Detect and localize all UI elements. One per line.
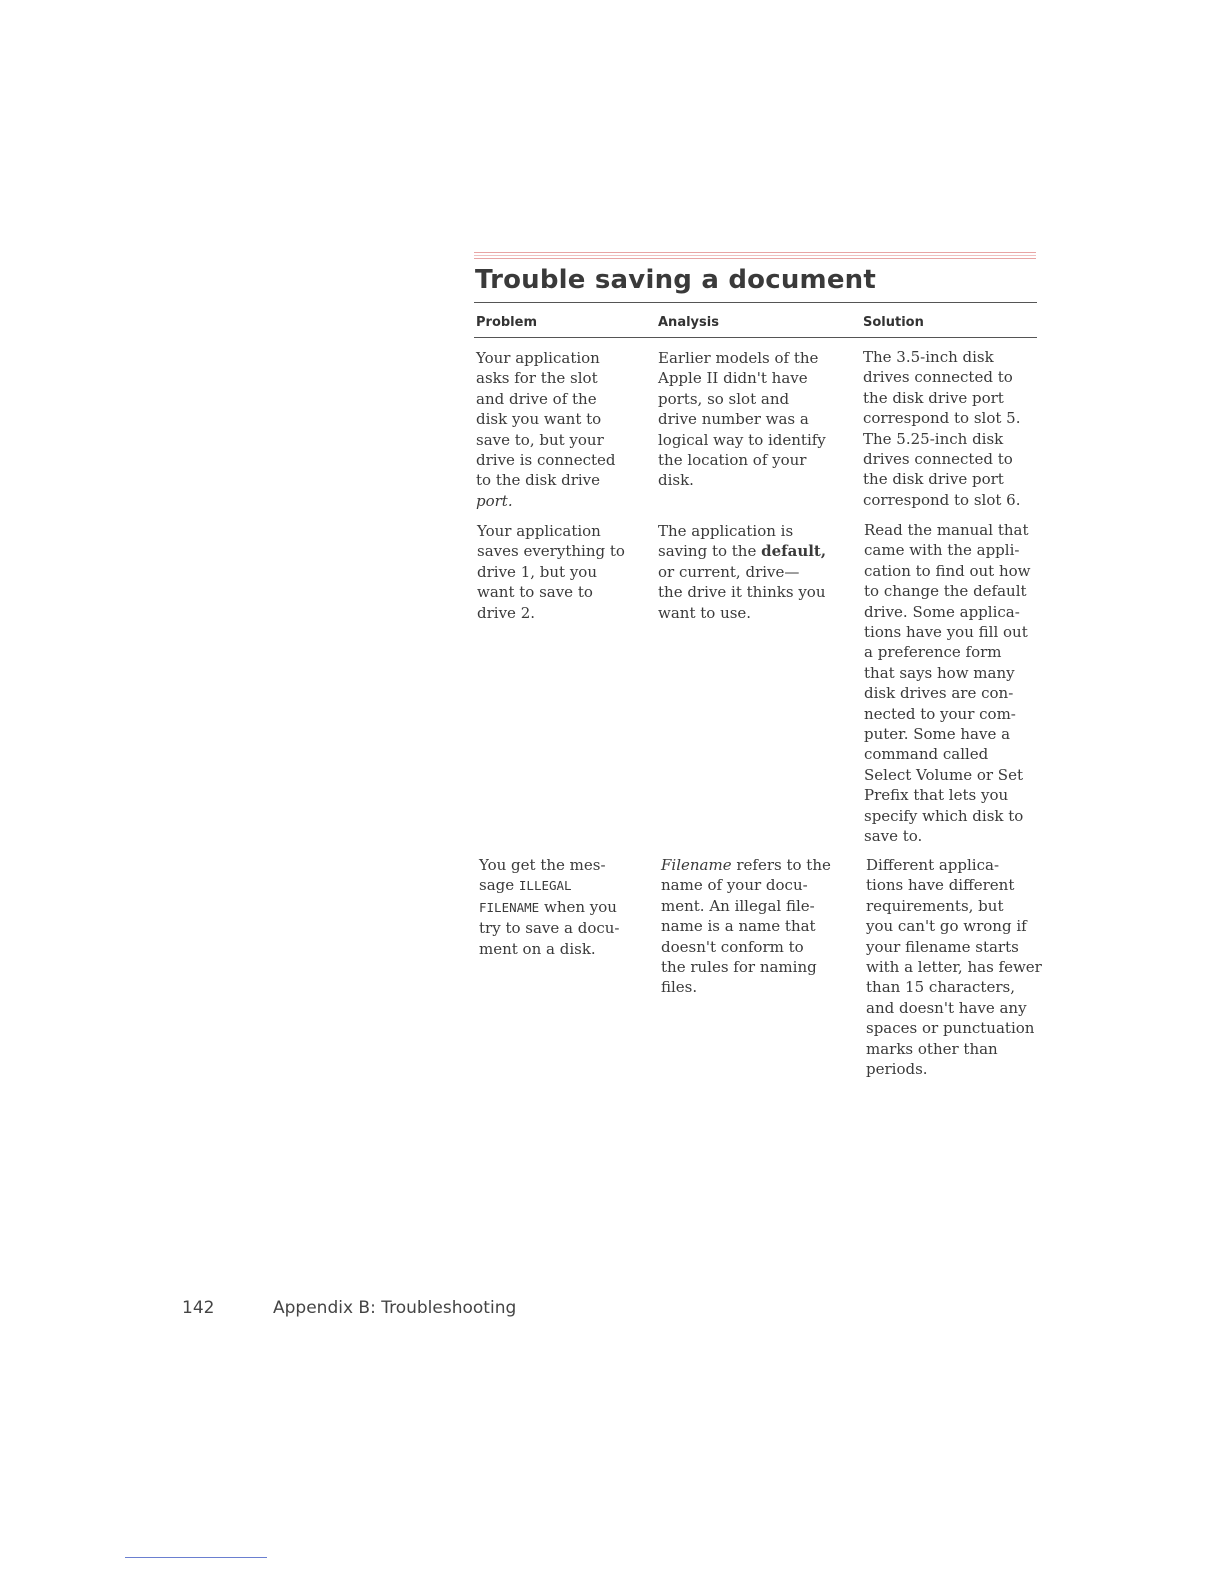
bottom-rule bbox=[125, 1557, 267, 1558]
row1-analysis: Earlier models of the Apple II didn't have ports, so slot and drive number was a logical way to identify the location of your disk. bbox=[658, 349, 826, 490]
header-analysis: Analysis bbox=[658, 315, 719, 330]
row3-analysis: Filename refers to the name of your docu- ment. An illegal file- name is a name that doesn't conform to the rules for naming files. bbox=[661, 856, 831, 997]
row1-problem: Your application asks for the slot and drive of the disk you want to save to, but your drive is connected to the disk drive port. bbox=[476, 349, 616, 510]
header-bottom-rule bbox=[474, 337, 1037, 338]
section-title: Trouble saving a document bbox=[475, 265, 876, 295]
row3-solution: Different applica- tions have different requirements, but you can't go wrong if your filename starts with a letter, has fewer than 15 characters, and doesn't have any spaces or punctuation marks other than periods. bbox=[866, 856, 1042, 1079]
row3-problem: You get the mes- sage ILLEGAL FILENAME when you try to save a docu- ment on a disk. bbox=[479, 856, 620, 958]
row2-solution: Read the manual that came with the appli- cation to find out how to change the default drive. Some applica- tions have you fill out a preference form that says how many disk drives are con- nected to your com- puter. Some have a command called Select Volume or Set Prefix that lets you specify which disk to save to. bbox=[864, 521, 1031, 846]
page-number: 142 bbox=[182, 1298, 215, 1318]
row2-problem: Your application saves everything to drive 1, but you want to save to drive 2. bbox=[477, 522, 625, 622]
header-top-rule bbox=[474, 302, 1037, 303]
running-footer: Appendix B: Troubleshooting bbox=[273, 1298, 517, 1318]
header-solution: Solution bbox=[863, 315, 924, 330]
title-rules bbox=[474, 252, 1036, 261]
row2-analysis: The application is saving to the default, or current, drive— the drive it thinks you want to use. bbox=[658, 522, 827, 622]
row1-solution: The 3.5-inch disk drives connected to the disk drive port correspond to slot 5. The 5.25-inch disk drives connected to the disk drive port correspond to slot 6. bbox=[863, 348, 1021, 509]
header-problem: Problem bbox=[476, 315, 537, 330]
